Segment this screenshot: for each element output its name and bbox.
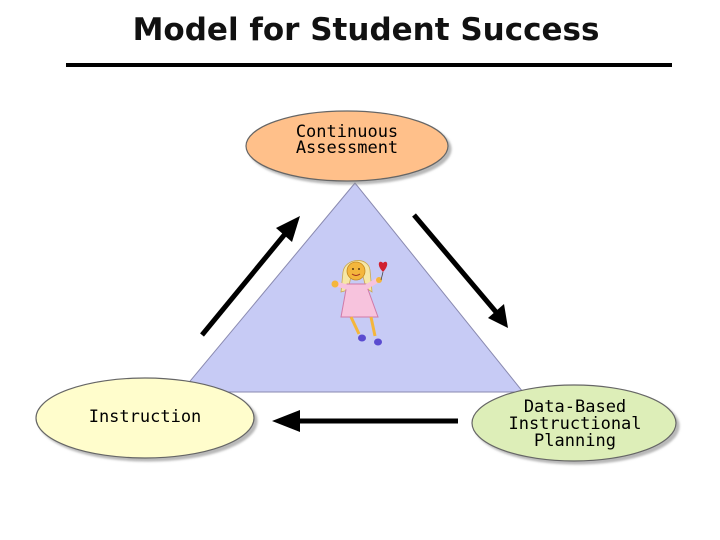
assessment-label-line1: Continuous [295,122,399,142]
instruction-label [60,409,230,425]
arrow-to-instruction [272,410,458,432]
planning-label [490,399,660,450]
planning-label-line1: Data-Based [523,397,627,417]
planning-label-line3: Planning [534,431,616,451]
assessment-label-line2: Assessment [295,138,399,158]
assessment-label [262,124,432,156]
instruction-label-line1: Instruction [88,407,202,427]
planning-label-line2: Instructional [508,414,642,434]
page-title: Model for Student Success [132,12,600,48]
